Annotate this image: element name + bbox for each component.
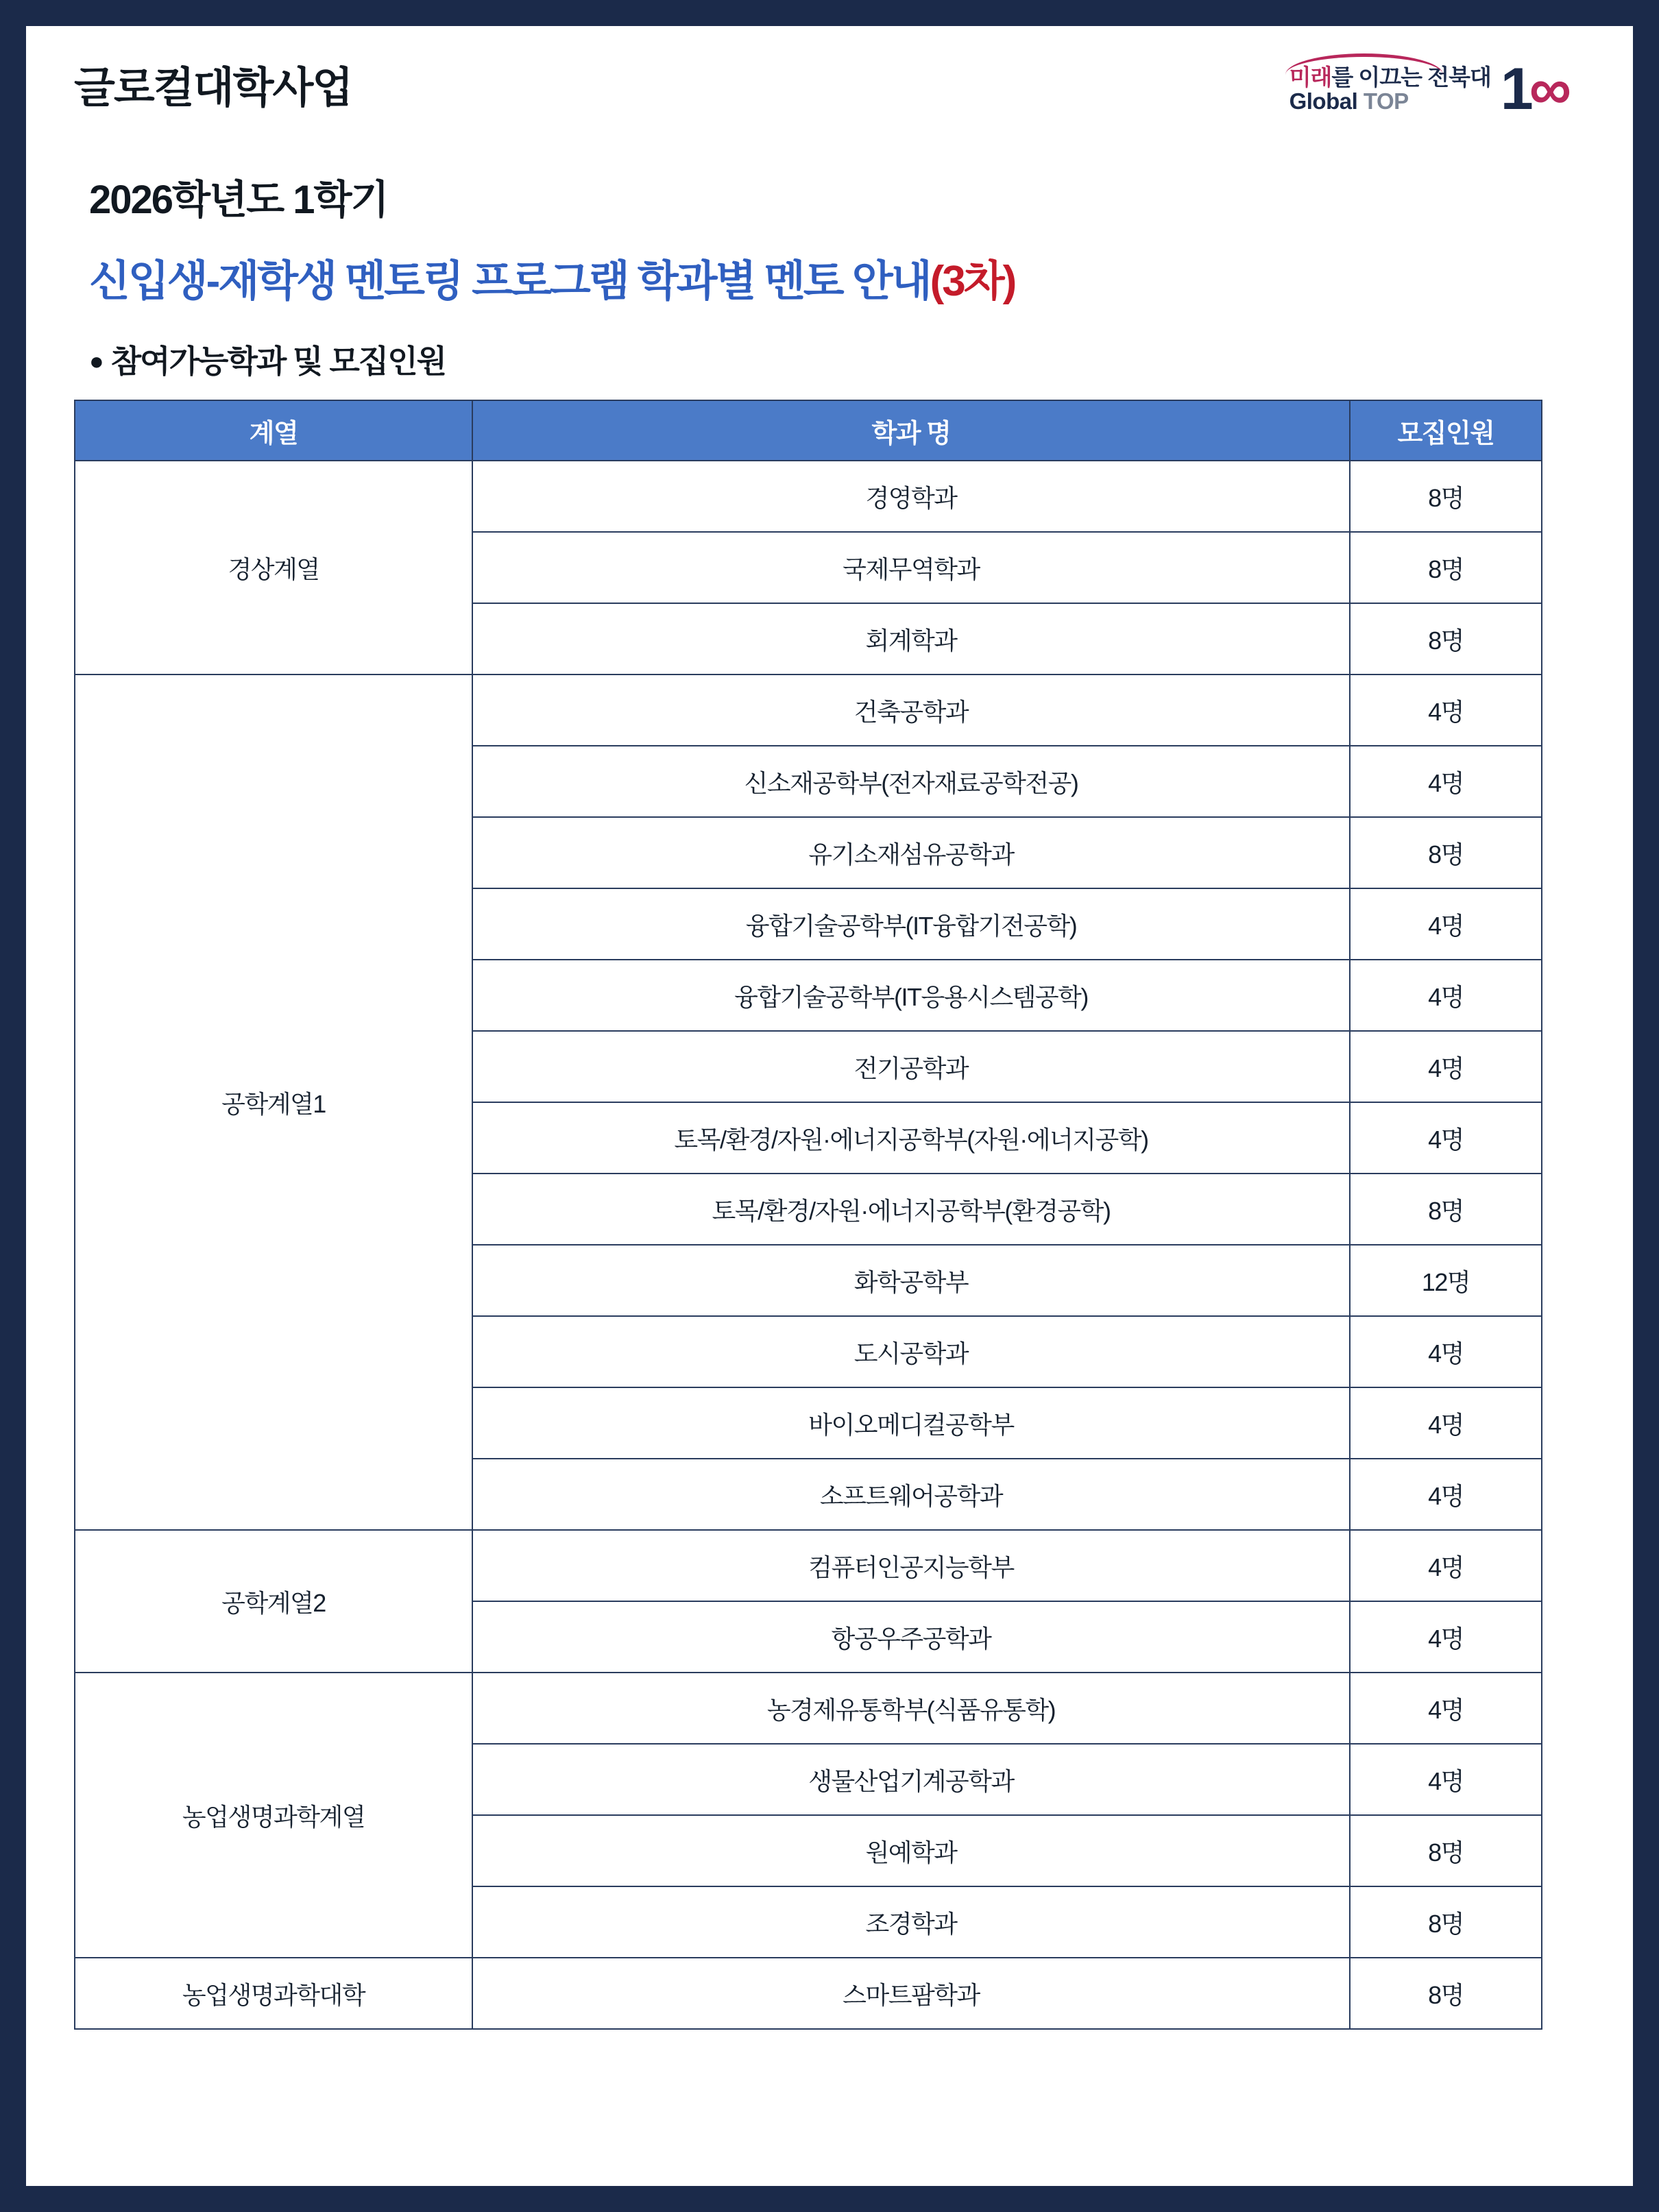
- cell-department: 토목/환경/자원·에너지공학부(환경공학): [472, 1174, 1350, 1245]
- logo-top-word: TOP: [1357, 88, 1409, 114]
- cell-department: 컴퓨터인공지능학부: [472, 1530, 1350, 1601]
- table-row: [75, 461, 1542, 532]
- cell-department: 도시공학과: [472, 1316, 1350, 1387]
- university-logo: [1289, 56, 1564, 122]
- cell-count: 4명: [1350, 960, 1542, 1031]
- cell-department: 생물산업기계공학과: [472, 1744, 1350, 1815]
- bullet-icon: ●: [89, 347, 103, 375]
- cell-department: 융합기술공학부(IT융합기전공학): [472, 888, 1350, 960]
- cell-count: 4명: [1350, 1459, 1542, 1530]
- cell-count: 4명: [1350, 1673, 1542, 1744]
- cell-count: 8명: [1350, 1174, 1542, 1245]
- cell-count: 4명: [1350, 674, 1542, 746]
- table-row: [75, 1673, 1542, 1744]
- cell-department: 원예학과: [472, 1815, 1350, 1886]
- cell-department: 토목/환경/자원·에너지공학부(자원·에너지공학): [472, 1102, 1350, 1174]
- cell-count: 4명: [1350, 1031, 1542, 1102]
- cell-count: 4명: [1350, 1316, 1542, 1387]
- logo-global-word: Global: [1289, 88, 1358, 114]
- title-block: [74, 167, 1585, 308]
- table-body: [75, 461, 1542, 2029]
- column-header-category: 계열: [75, 400, 472, 461]
- logo-100-mark: [1500, 56, 1564, 122]
- cell-count: 8명: [1350, 1886, 1542, 1958]
- cell-count: 4명: [1350, 746, 1542, 817]
- cell-category: 공학계열1: [75, 674, 472, 1530]
- table-row: [75, 1958, 1542, 2029]
- cell-department: 농경제유통학부(식품유통학): [472, 1673, 1350, 1744]
- mentor-table: [74, 400, 1542, 2030]
- cell-count: 4명: [1350, 1387, 1542, 1459]
- cell-category: 농업생명과학계열: [75, 1673, 472, 1958]
- logo-text-block: [1289, 66, 1491, 113]
- section-heading-label: 참여가능학과 및 모집인원: [110, 343, 446, 379]
- logo-tagline-univ: 전북대: [1427, 64, 1491, 90]
- cell-category: 공학계열2: [75, 1530, 472, 1673]
- table-header-row: [75, 400, 1542, 461]
- title-main: [89, 247, 1585, 308]
- column-header-department: 학과 명: [472, 400, 1350, 461]
- cell-department: 항공우주공학과: [472, 1601, 1350, 1673]
- cell-count: 4명: [1350, 1530, 1542, 1601]
- cell-count: 8명: [1350, 1815, 1542, 1886]
- cell-department: 건축공학과: [472, 674, 1350, 746]
- cell-category: 농업생명과학대학: [75, 1958, 472, 2029]
- cell-count: 4명: [1350, 1601, 1542, 1673]
- logo-digit-one: 1: [1500, 56, 1529, 122]
- cell-count: 12명: [1350, 1245, 1542, 1316]
- cell-department: 화학공학부: [472, 1245, 1350, 1316]
- cell-department: 회계학과: [472, 603, 1350, 674]
- cell-count: 4명: [1350, 1744, 1542, 1815]
- cell-department: 신소재공학부(전자재료공학전공): [472, 746, 1350, 817]
- logo-tagline-mid: 를 이끄는: [1331, 64, 1428, 90]
- cell-department: 스마트팜학과: [472, 1958, 1350, 2029]
- column-header-count: 모집인원: [1350, 400, 1542, 461]
- section-heading: [74, 337, 1585, 382]
- title-year-term: 2026학년도 1학기: [89, 178, 388, 222]
- cell-count: 4명: [1350, 1102, 1542, 1174]
- cell-count: 8명: [1350, 532, 1542, 603]
- title-main-round: (3차): [930, 258, 1015, 305]
- cell-department: 경영학과: [472, 461, 1350, 532]
- cell-count: 8명: [1350, 1958, 1542, 2029]
- cell-department: 유기소재섬유공학과: [472, 817, 1350, 888]
- table-row: [75, 674, 1542, 746]
- table-row: [75, 1530, 1542, 1601]
- cell-department: 소프트웨어공학과: [472, 1459, 1350, 1530]
- cell-department: 바이오메디컬공학부: [472, 1387, 1350, 1459]
- logo-infinity-icon: ∞: [1529, 56, 1564, 122]
- cell-department: 전기공학과: [472, 1031, 1350, 1102]
- document-sheet: [26, 26, 1633, 2186]
- program-brand-title: 글로컬대학사업: [74, 64, 352, 112]
- cell-department: 조경학과: [472, 1886, 1350, 1958]
- cell-category: 경상계열: [75, 461, 472, 674]
- logo-tagline-accent: 미래: [1289, 64, 1332, 90]
- cell-count: 8명: [1350, 817, 1542, 888]
- logo-swoosh-icon: [1285, 53, 1443, 75]
- cell-department: 융합기술공학부(IT응용시스템공학): [472, 960, 1350, 1031]
- logo-global-top: [1289, 90, 1409, 114]
- title-main-text: 신입생-재학생 멘토링 프로그램 학과별 멘토 안내: [89, 258, 930, 305]
- cell-count: 8명: [1350, 603, 1542, 674]
- cell-count: 8명: [1350, 461, 1542, 532]
- cell-count: 4명: [1350, 888, 1542, 960]
- cell-department: 국제무역학과: [472, 532, 1350, 603]
- document-header: [74, 56, 1585, 144]
